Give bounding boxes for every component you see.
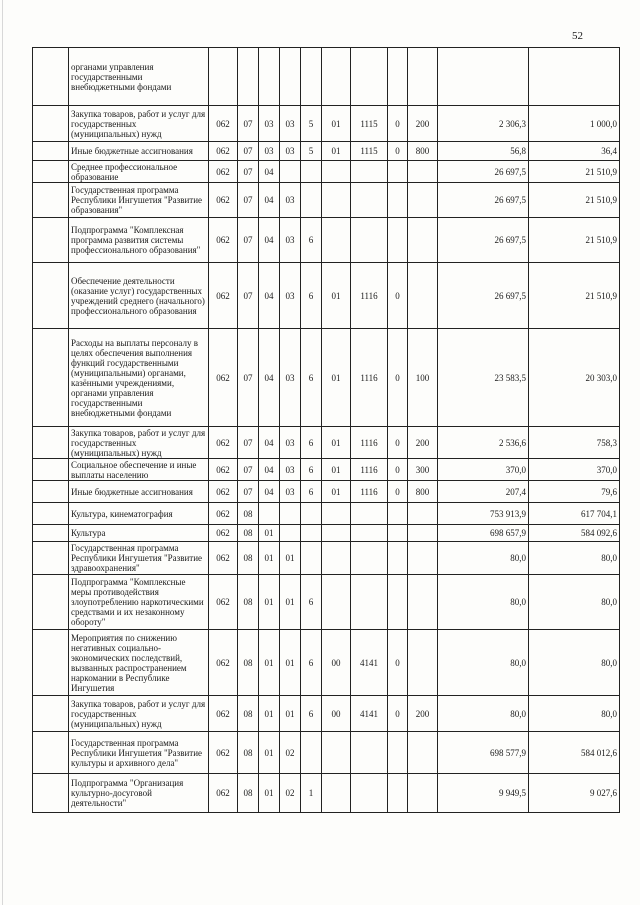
section-code: 08 [238, 732, 259, 774]
target-code [351, 525, 388, 542]
expense-type-code: 100 [408, 329, 438, 427]
ministry-code [209, 48, 238, 106]
subsection-code: 01 [259, 525, 280, 542]
amount-year-1: 370,0 [438, 459, 529, 481]
section-code: 08 [238, 696, 259, 732]
amount-year-2: 584 012,6 [529, 732, 620, 774]
page-number: 52 [572, 30, 583, 42]
amount-year-2: 20 303,0 [529, 329, 620, 427]
target-code [351, 161, 388, 183]
subprogram-code: 5 [301, 142, 322, 161]
row-margin-cell [33, 427, 69, 459]
program-code: 02 [280, 774, 301, 813]
subprogram-code [301, 48, 322, 106]
subprogram-code: 6 [301, 263, 322, 329]
expense-type-code [408, 48, 438, 106]
expense-type-code [408, 542, 438, 575]
activity-code [322, 48, 351, 106]
expense-type-code [408, 263, 438, 329]
section-code: 08 [238, 525, 259, 542]
subsection-code: 01 [259, 575, 280, 630]
amount-year-1: 26 697,5 [438, 183, 529, 218]
table-row [33, 774, 620, 813]
subsection-code: 03 [259, 106, 280, 142]
table-row [33, 525, 620, 542]
section-code: 07 [238, 459, 259, 481]
section-code: 08 [238, 503, 259, 525]
sub-target-code: 0 [388, 106, 408, 142]
amount-year-1: 26 697,5 [438, 263, 529, 329]
amount-year-1: 698 657,9 [438, 525, 529, 542]
ministry-code: 062 [209, 142, 238, 161]
table-row [33, 218, 620, 263]
expense-type-code [408, 161, 438, 183]
sub-target-code [388, 503, 408, 525]
table-row [33, 630, 620, 696]
subprogram-code: 6 [301, 459, 322, 481]
sub-target-code: 0 [388, 329, 408, 427]
subprogram-code [301, 183, 322, 218]
amount-year-1 [438, 48, 529, 106]
program-code [280, 503, 301, 525]
program-code: 03 [280, 427, 301, 459]
table-row [33, 183, 620, 218]
sub-target-code [388, 525, 408, 542]
row-margin-cell [33, 161, 69, 183]
section-code [238, 48, 259, 106]
sub-target-code [388, 542, 408, 575]
row-name: Государственная программа Республики Ингушетия "Развитие образования" [69, 183, 209, 218]
program-code: 01 [280, 696, 301, 732]
activity-code [322, 542, 351, 575]
subsection-code: 01 [259, 696, 280, 732]
activity-code [322, 218, 351, 263]
sub-target-code: 0 [388, 427, 408, 459]
subsection-code: 04 [259, 481, 280, 503]
program-code [280, 48, 301, 106]
subsection-code: 04 [259, 329, 280, 427]
program-code: 03 [280, 183, 301, 218]
table-row [33, 542, 620, 575]
sub-target-code [388, 218, 408, 263]
subprogram-code: 6 [301, 696, 322, 732]
sub-target-code [388, 774, 408, 813]
subprogram-code [301, 732, 322, 774]
program-code [280, 525, 301, 542]
program-code: 03 [280, 263, 301, 329]
amount-year-1: 2 306,3 [438, 106, 529, 142]
program-code: 02 [280, 732, 301, 774]
section-code: 07 [238, 481, 259, 503]
row-name: Расходы на выплаты персоналу в целях обеспечения выполнения функций государственными (муниципальными) органами, казёнными учреждениями, органами управления государственными внебюджетными фондами [69, 329, 209, 427]
activity-code: 01 [322, 427, 351, 459]
amount-year-1: 698 577,9 [438, 732, 529, 774]
expense-type-code [408, 732, 438, 774]
table-row [33, 732, 620, 774]
section-code: 08 [238, 542, 259, 575]
sub-target-code: 0 [388, 630, 408, 696]
target-code [351, 503, 388, 525]
activity-code: 01 [322, 142, 351, 161]
activity-code: 01 [322, 329, 351, 427]
amount-year-2: 584 092,6 [529, 525, 620, 542]
ministry-code: 062 [209, 696, 238, 732]
row-margin-cell [33, 696, 69, 732]
section-code: 07 [238, 218, 259, 263]
row-name: Культура [69, 525, 209, 542]
sub-target-code: 0 [388, 459, 408, 481]
target-code: 4141 [351, 630, 388, 696]
target-code: 4141 [351, 696, 388, 732]
ministry-code: 062 [209, 481, 238, 503]
subprogram-code: 6 [301, 630, 322, 696]
program-code: 01 [280, 575, 301, 630]
target-code: 1116 [351, 263, 388, 329]
row-name: Иные бюджетные ассигнования [69, 481, 209, 503]
table-row [33, 161, 620, 183]
row-margin-cell [33, 218, 69, 263]
subprogram-code: 6 [301, 427, 322, 459]
section-code: 08 [238, 774, 259, 813]
subsection-code: 04 [259, 218, 280, 263]
table-row [33, 142, 620, 161]
subsection-code: 04 [259, 183, 280, 218]
row-margin-cell [33, 575, 69, 630]
row-margin-cell [33, 329, 69, 427]
budget-table [32, 47, 620, 813]
activity-code [322, 161, 351, 183]
table-row [33, 459, 620, 481]
expense-type-code [408, 525, 438, 542]
subsection-code: 04 [259, 161, 280, 183]
section-code: 07 [238, 183, 259, 218]
ministry-code: 062 [209, 263, 238, 329]
amount-year-2: 21 510,9 [529, 183, 620, 218]
amount-year-1: 2 536,6 [438, 427, 529, 459]
expense-type-code [408, 630, 438, 696]
row-name: Социальное обеспечение и иные выплаты населению [69, 459, 209, 481]
row-margin-cell [33, 142, 69, 161]
target-code [351, 575, 388, 630]
row-name: Подпрограмма "Организация культурно-досуговой деятельности" [69, 774, 209, 813]
activity-code [322, 525, 351, 542]
ministry-code: 062 [209, 161, 238, 183]
expense-type-code [408, 503, 438, 525]
activity-code [322, 503, 351, 525]
subsection-code: 01 [259, 542, 280, 575]
activity-code: 01 [322, 106, 351, 142]
target-code: 1116 [351, 459, 388, 481]
sub-target-code [388, 575, 408, 630]
amount-year-2: 1 000,0 [529, 106, 620, 142]
sub-target-code [388, 183, 408, 218]
ministry-code: 062 [209, 630, 238, 696]
section-code: 07 [238, 329, 259, 427]
subsection-code: 01 [259, 774, 280, 813]
row-margin-cell [33, 630, 69, 696]
expense-type-code [408, 183, 438, 218]
subsection-code: 01 [259, 630, 280, 696]
subprogram-code [301, 161, 322, 183]
amount-year-1: 80,0 [438, 542, 529, 575]
target-code [351, 48, 388, 106]
expense-type-code: 800 [408, 481, 438, 503]
amount-year-1: 753 913,9 [438, 503, 529, 525]
row-margin-cell [33, 525, 69, 542]
activity-code: 01 [322, 481, 351, 503]
amount-year-2 [529, 48, 620, 106]
amount-year-1: 56,8 [438, 142, 529, 161]
program-code: 03 [280, 481, 301, 503]
ministry-code: 062 [209, 542, 238, 575]
subprogram-code: 6 [301, 575, 322, 630]
subsection-code: 03 [259, 142, 280, 161]
sub-target-code [388, 732, 408, 774]
row-name: Государственная программа Республики Ингушетия "Развитие здравоохранения" [69, 542, 209, 575]
activity-code: 01 [322, 459, 351, 481]
section-code: 07 [238, 106, 259, 142]
row-name: Иные бюджетные ассигнования [69, 142, 209, 161]
subprogram-code: 5 [301, 106, 322, 142]
target-code: 1115 [351, 142, 388, 161]
target-code: 1115 [351, 106, 388, 142]
row-name: Подпрограмма "Комплексная программа развития системы профессионального образования" [69, 218, 209, 263]
row-name: органами управления государственными внебюджетными фондами [69, 48, 209, 106]
row-margin-cell [33, 48, 69, 106]
subprogram-code: 6 [301, 329, 322, 427]
target-code: 1116 [351, 329, 388, 427]
sub-target-code [388, 48, 408, 106]
ministry-code: 062 [209, 774, 238, 813]
amount-year-1: 80,0 [438, 630, 529, 696]
subprogram-code: 6 [301, 481, 322, 503]
row-margin-cell [33, 106, 69, 142]
target-code [351, 732, 388, 774]
sub-target-code: 0 [388, 142, 408, 161]
amount-year-1: 9 949,5 [438, 774, 529, 813]
section-code: 07 [238, 161, 259, 183]
row-name: Закупка товаров, работ и услуг для государственных (муниципальных) нужд [69, 106, 209, 142]
amount-year-2: 80,0 [529, 630, 620, 696]
ministry-code: 062 [209, 503, 238, 525]
section-code: 07 [238, 142, 259, 161]
activity-code [322, 575, 351, 630]
row-margin-cell [33, 183, 69, 218]
program-code [280, 161, 301, 183]
section-code: 07 [238, 263, 259, 329]
subprogram-code [301, 525, 322, 542]
sub-target-code: 0 [388, 481, 408, 503]
subprogram-code [301, 542, 322, 575]
ministry-code: 062 [209, 732, 238, 774]
target-code: 1116 [351, 427, 388, 459]
amount-year-2: 370,0 [529, 459, 620, 481]
target-code [351, 218, 388, 263]
subsection-code: 04 [259, 459, 280, 481]
scan-edge-line [2, 0, 3, 905]
expense-type-code: 300 [408, 459, 438, 481]
table-row [33, 329, 620, 427]
ministry-code: 062 [209, 183, 238, 218]
expense-type-code: 200 [408, 696, 438, 732]
section-code: 08 [238, 630, 259, 696]
table-row [33, 427, 620, 459]
subprogram-code [301, 503, 322, 525]
program-code: 03 [280, 218, 301, 263]
row-name: Культура, кинематография [69, 503, 209, 525]
amount-year-1: 80,0 [438, 696, 529, 732]
row-margin-cell [33, 481, 69, 503]
expense-type-code: 200 [408, 427, 438, 459]
expense-type-code: 800 [408, 142, 438, 161]
amount-year-2: 79,6 [529, 481, 620, 503]
subsection-code: 01 [259, 732, 280, 774]
subsection-code: 04 [259, 263, 280, 329]
subprogram-code: 6 [301, 218, 322, 263]
target-code [351, 774, 388, 813]
subsection-code [259, 48, 280, 106]
ministry-code: 062 [209, 459, 238, 481]
activity-code [322, 183, 351, 218]
activity-code: 00 [322, 630, 351, 696]
amount-year-2: 9 027,6 [529, 774, 620, 813]
program-code: 01 [280, 542, 301, 575]
target-code [351, 183, 388, 218]
amount-year-2: 36,4 [529, 142, 620, 161]
ministry-code: 062 [209, 525, 238, 542]
ministry-code: 062 [209, 218, 238, 263]
program-code: 01 [280, 630, 301, 696]
amount-year-1: 80,0 [438, 575, 529, 630]
table-row [33, 696, 620, 732]
amount-year-2: 21 510,9 [529, 161, 620, 183]
section-code: 07 [238, 427, 259, 459]
amount-year-2: 80,0 [529, 575, 620, 630]
row-name: Закупка товаров, работ и услуг для государственных (муниципальных) нужд [69, 427, 209, 459]
amount-year-2: 80,0 [529, 696, 620, 732]
subprogram-code: 1 [301, 774, 322, 813]
table-row [33, 48, 620, 106]
expense-type-code [408, 575, 438, 630]
section-code: 08 [238, 575, 259, 630]
amount-year-2: 617 704,1 [529, 503, 620, 525]
program-code: 03 [280, 106, 301, 142]
subsection-code [259, 503, 280, 525]
ministry-code: 062 [209, 575, 238, 630]
row-name: Подпрограмма "Комплексные меры противодействия злоупотреблению наркотическими средствами и их незаконному обороту" [69, 575, 209, 630]
ministry-code: 062 [209, 106, 238, 142]
table-row [33, 575, 620, 630]
expense-type-code [408, 774, 438, 813]
amount-year-1: 26 697,5 [438, 161, 529, 183]
row-margin-cell [33, 774, 69, 813]
row-margin-cell [33, 732, 69, 774]
amount-year-1: 23 583,5 [438, 329, 529, 427]
expense-type-code: 200 [408, 106, 438, 142]
table-row [33, 263, 620, 329]
target-code: 1116 [351, 481, 388, 503]
table-body [33, 48, 620, 813]
activity-code: 01 [322, 263, 351, 329]
sub-target-code: 0 [388, 696, 408, 732]
row-name: Закупка товаров, работ и услуг для государственных (муниципальных) нужд [69, 696, 209, 732]
program-code: 03 [280, 459, 301, 481]
amount-year-1: 26 697,5 [438, 218, 529, 263]
activity-code: 00 [322, 696, 351, 732]
sub-target-code: 0 [388, 263, 408, 329]
program-code: 03 [280, 142, 301, 161]
table-row [33, 106, 620, 142]
amount-year-2: 758,3 [529, 427, 620, 459]
amount-year-2: 21 510,9 [529, 263, 620, 329]
row-margin-cell [33, 542, 69, 575]
amount-year-2: 80,0 [529, 542, 620, 575]
row-margin-cell [33, 263, 69, 329]
row-name: Мероприятия по снижению негативных социально-экономических последствий, вызванных распространением наркомании в Республике Ингушетия [69, 630, 209, 696]
activity-code [322, 774, 351, 813]
row-name: Обеспечение деятельности (оказание услуг) государственных учреждений среднего (начального) профессионального образования [69, 263, 209, 329]
target-code [351, 542, 388, 575]
row-margin-cell [33, 503, 69, 525]
row-name: Среднее профессиональное образование [69, 161, 209, 183]
expense-type-code [408, 218, 438, 263]
activity-code [322, 732, 351, 774]
table-row [33, 481, 620, 503]
row-name: Государственная программа Республики Ингушетия "Развитие культуры и архивного дела" [69, 732, 209, 774]
sub-target-code [388, 161, 408, 183]
table-row [33, 503, 620, 525]
ministry-code: 062 [209, 427, 238, 459]
ministry-code: 062 [209, 329, 238, 427]
amount-year-1: 207,4 [438, 481, 529, 503]
subsection-code: 04 [259, 427, 280, 459]
row-margin-cell [33, 459, 69, 481]
program-code: 03 [280, 329, 301, 427]
amount-year-2: 21 510,9 [529, 218, 620, 263]
